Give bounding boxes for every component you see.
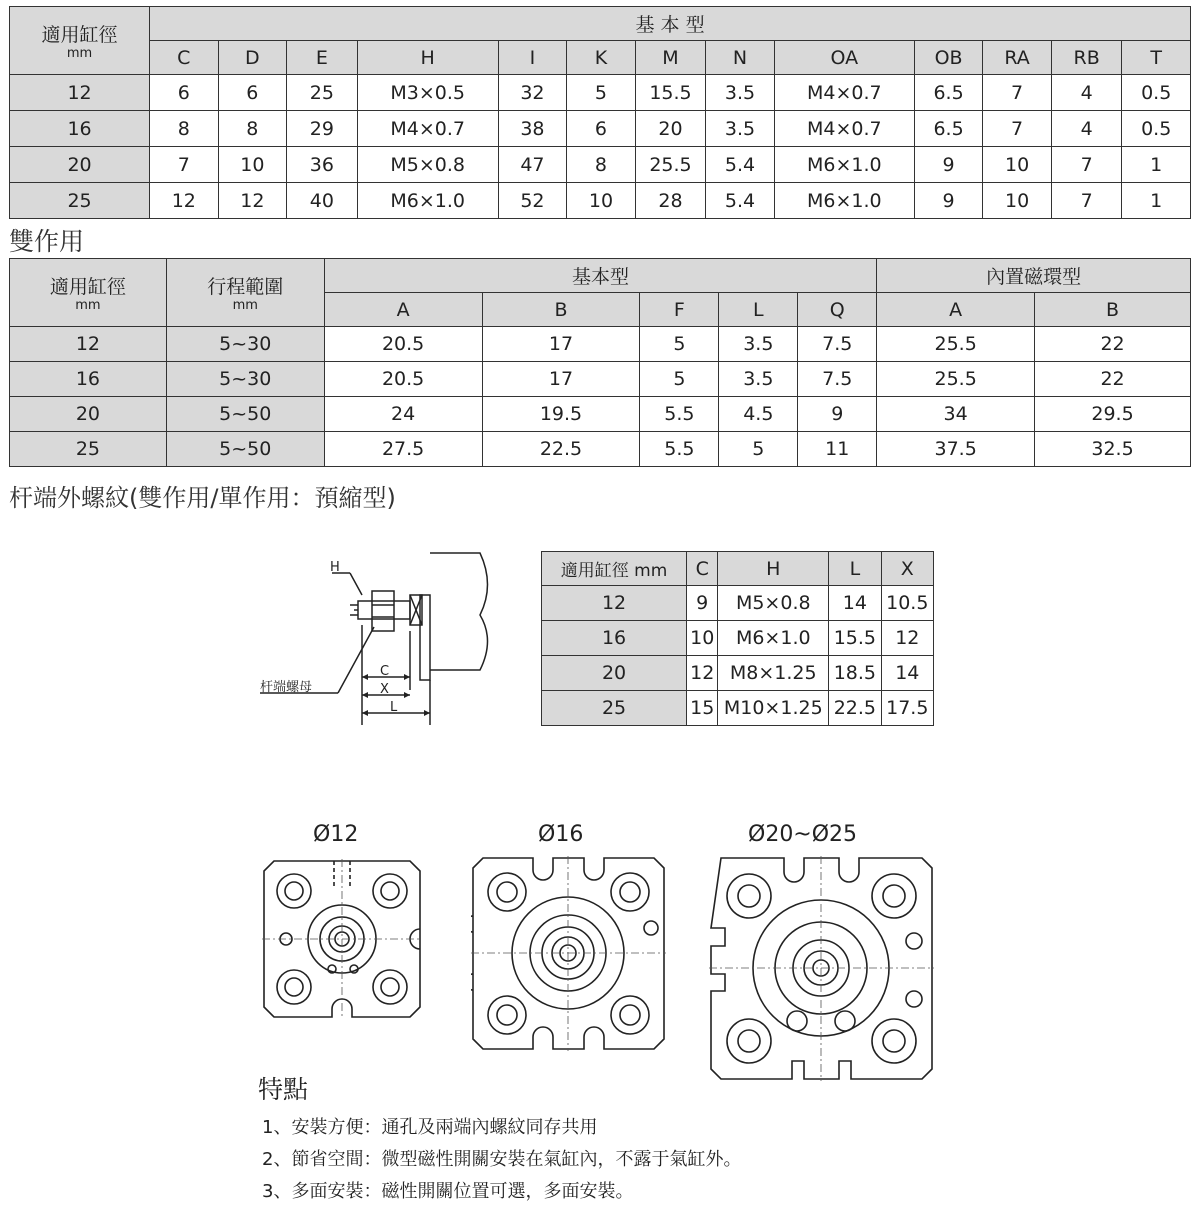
stroke-cell: 5~50: [166, 432, 324, 467]
cell: 8: [218, 111, 287, 147]
column-header: A: [324, 293, 482, 327]
column-header: A: [877, 293, 1035, 327]
dimension-table-rod-thread: [541, 551, 934, 726]
cell: 40: [287, 183, 358, 219]
cell: 17: [482, 362, 640, 397]
cell: 10: [567, 183, 636, 219]
rod-label-nut: 杆端螺母: [260, 680, 313, 695]
cell: 6: [150, 75, 219, 111]
column-header: OB: [914, 41, 983, 75]
rod-label-x: X: [380, 682, 389, 697]
table-row: [10, 327, 1191, 362]
cell: 29.5: [1035, 397, 1191, 432]
cell: 3.5: [706, 75, 775, 111]
cell: M6×1.0: [718, 621, 829, 656]
table-row: [10, 111, 1191, 147]
cell: 5: [567, 75, 636, 111]
column-header: C: [687, 552, 718, 586]
cell: 14: [829, 586, 881, 621]
column-header: B: [1035, 293, 1191, 327]
cell: 7: [1051, 183, 1122, 219]
column-header: H: [718, 552, 829, 586]
column-header: Q: [798, 293, 877, 327]
cell: M4×0.7: [774, 75, 914, 111]
stroke-cell: 5~50: [166, 397, 324, 432]
bore-header: 適用缸徑 mm: [10, 7, 150, 75]
cell: M6×1.0: [357, 183, 498, 219]
cell: 3.5: [719, 327, 798, 362]
table-row: [10, 397, 1191, 432]
cell: 4: [1051, 111, 1122, 147]
cell: M8×1.25: [718, 656, 829, 691]
column-header: T: [1122, 41, 1191, 75]
cell: 47: [498, 147, 567, 183]
table-row: [10, 432, 1191, 467]
column-header: M: [635, 41, 706, 75]
column-header: F: [640, 293, 719, 327]
cell: 9: [914, 183, 983, 219]
cell: 32: [498, 75, 567, 111]
column-header: E: [287, 41, 358, 75]
cell: 7: [1051, 147, 1122, 183]
bore-header: 適用缸徑 mm: [542, 552, 687, 586]
cell: 5: [640, 362, 719, 397]
cell: 19.5: [482, 397, 640, 432]
cell: 25.5: [635, 147, 706, 183]
cell: 12: [218, 183, 287, 219]
cell: 7.5: [798, 362, 877, 397]
cell: 5.4: [706, 183, 775, 219]
column-header: N: [706, 41, 775, 75]
cell: 5: [719, 432, 798, 467]
bore-header: 適用缸徑 mm: [10, 259, 167, 327]
bore-cell: 20: [542, 656, 687, 691]
cell: 7.5: [798, 327, 877, 362]
column-header: X: [881, 552, 933, 586]
column-header: RA: [983, 41, 1052, 75]
cell: 4: [1051, 75, 1122, 111]
column-header: B: [482, 293, 640, 327]
cell: 22.5: [482, 432, 640, 467]
front-view-d20-25: [709, 856, 934, 1081]
cell: 25.5: [877, 362, 1035, 397]
features-title: 特點: [258, 1075, 309, 1104]
bore-cell: 16: [10, 362, 167, 397]
cell: 6.5: [914, 111, 983, 147]
bore-cell: 12: [542, 586, 687, 621]
cell: 32.5: [1035, 432, 1191, 467]
cell: 5.5: [640, 397, 719, 432]
rod-end-diagram: [250, 545, 490, 735]
cell: 4.5: [719, 397, 798, 432]
cell: 22: [1035, 327, 1191, 362]
cell: 10: [218, 147, 287, 183]
list-item: 2、節省空間：微型磁性開關安裝在氣缸內，不露于氣缸外。: [262, 1149, 742, 1170]
cell: 7: [983, 111, 1052, 147]
diagram-label-d16: Ø16: [538, 822, 584, 847]
cell: 52: [498, 183, 567, 219]
cell: 29: [287, 111, 358, 147]
cell: 7: [150, 147, 219, 183]
front-view-d16: [471, 856, 666, 1051]
list-item: 3、多面安裝：磁性開關位置可選，多面安裝。: [262, 1181, 634, 1202]
cell: 20.5: [324, 327, 482, 362]
table-row: [10, 183, 1191, 219]
features-list: [262, 1112, 741, 1208]
cell: 36: [287, 147, 358, 183]
cell: M4×0.7: [357, 111, 498, 147]
column-header: C: [150, 41, 219, 75]
column-header: I: [498, 41, 567, 75]
cell: 10.5: [881, 586, 933, 621]
table-row: [542, 656, 934, 691]
cell: 17.5: [881, 691, 933, 726]
cell: 9: [798, 397, 877, 432]
table-row: [10, 75, 1191, 111]
cell: 37.5: [877, 432, 1035, 467]
cell: 8: [150, 111, 219, 147]
column-header: K: [567, 41, 636, 75]
cell: 10: [687, 621, 718, 656]
cell: 38: [498, 111, 567, 147]
cell: 17: [482, 327, 640, 362]
cell: M10×1.25: [718, 691, 829, 726]
cell: 22: [1035, 362, 1191, 397]
cell: 12: [150, 183, 219, 219]
bore-cell: 20: [10, 397, 167, 432]
cell: 7: [983, 75, 1052, 111]
cell: 12: [881, 621, 933, 656]
cell: 27.5: [324, 432, 482, 467]
cell: 9: [687, 586, 718, 621]
bore-cell: 25: [542, 691, 687, 726]
table-row: [10, 362, 1191, 397]
cell: 15: [687, 691, 718, 726]
column-header: D: [218, 41, 287, 75]
cell: 22.5: [829, 691, 881, 726]
cell: M5×0.8: [718, 586, 829, 621]
bore-cell: 25: [10, 183, 150, 219]
rod-label-h: H: [330, 560, 340, 575]
cell: 8: [567, 147, 636, 183]
group-header-magnet: 內置磁環型: [877, 259, 1191, 293]
dimension-table-basic: [9, 6, 1191, 219]
section-title-rod-thread: 杆端外螺紋(雙作用/單作用：預縮型): [9, 484, 396, 512]
cell: 20: [635, 111, 706, 147]
cell: 5.5: [640, 432, 719, 467]
front-view-d12: [262, 859, 422, 1019]
section-title-double-acting: 雙作用: [9, 227, 85, 256]
column-header: RB: [1051, 41, 1122, 75]
cell: 3.5: [706, 111, 775, 147]
stroke-header: 行程範圍 mm: [166, 259, 324, 327]
cell: 14: [881, 656, 933, 691]
cell: 0.5: [1122, 111, 1191, 147]
bore-cell: 16: [542, 621, 687, 656]
bore-cell: 12: [10, 327, 167, 362]
bore-cell: 16: [10, 111, 150, 147]
cell: 11: [798, 432, 877, 467]
group-header-basic: 基本型: [324, 259, 877, 293]
cell: 3.5: [719, 362, 798, 397]
cell: 20.5: [324, 362, 482, 397]
bore-cell: 25: [10, 432, 167, 467]
diagram-label-d12: Ø12: [313, 822, 359, 847]
cell: 6.5: [914, 75, 983, 111]
column-header: L: [719, 293, 798, 327]
cell: 6: [218, 75, 287, 111]
cell: M6×1.0: [774, 183, 914, 219]
table-row: [542, 586, 934, 621]
table-row: [542, 621, 934, 656]
cell: 6: [567, 111, 636, 147]
cell: M6×1.0: [774, 147, 914, 183]
cell: M4×0.7: [774, 111, 914, 147]
rod-label-c: C: [380, 664, 390, 679]
diagram-label-d20-25: Ø20~Ø25: [748, 822, 858, 847]
stroke-cell: 5~30: [166, 362, 324, 397]
stroke-cell: 5~30: [166, 327, 324, 362]
bore-cell: 20: [10, 147, 150, 183]
cell: 12: [687, 656, 718, 691]
group-header-basic: 基 本 型: [150, 7, 1191, 41]
column-header: L: [829, 552, 881, 586]
cell: 28: [635, 183, 706, 219]
list-item: 1、安裝方便：通孔及兩端內螺紋同存共用: [262, 1117, 598, 1138]
cell: 10: [983, 147, 1052, 183]
dimension-table-double-acting: [9, 258, 1191, 467]
cell: M5×0.8: [357, 147, 498, 183]
cell: 5.4: [706, 147, 775, 183]
cell: 10: [983, 183, 1052, 219]
cell: 25: [287, 75, 358, 111]
cell: 1: [1122, 183, 1191, 219]
cell: 5: [640, 327, 719, 362]
cell: 24: [324, 397, 482, 432]
cell: 9: [914, 147, 983, 183]
cell: 0.5: [1122, 75, 1191, 111]
cell: 15.5: [635, 75, 706, 111]
rod-label-l: L: [390, 700, 398, 715]
cell: 18.5: [829, 656, 881, 691]
cell: 1: [1122, 147, 1191, 183]
cell: 25.5: [877, 327, 1035, 362]
table-row: [542, 691, 934, 726]
cell: M3×0.5: [357, 75, 498, 111]
bore-cell: 12: [10, 75, 150, 111]
column-header: H: [357, 41, 498, 75]
column-header: OA: [774, 41, 914, 75]
cell: 15.5: [829, 621, 881, 656]
table-row: [10, 147, 1191, 183]
cell: 34: [877, 397, 1035, 432]
